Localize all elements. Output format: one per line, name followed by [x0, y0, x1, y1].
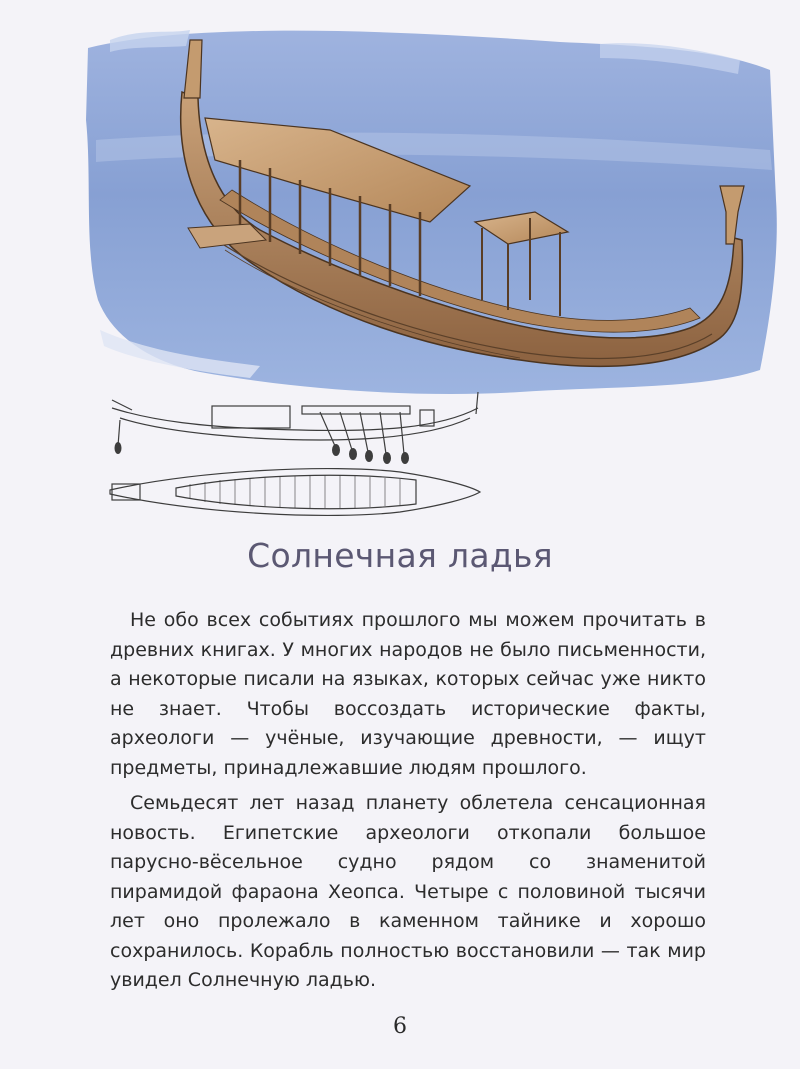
chapter-title: Солнечная ладья [247, 536, 553, 575]
barque-top-view-drawing [110, 469, 480, 516]
article-body [110, 606, 706, 1002]
barque-side-view-drawing [112, 392, 478, 464]
paragraph: Семьдесят лет назад планету облетела сенсационная новость. Египетские археологи откопали большое парусно-вёсельное судно рядом со знаменитой пирамидой фараона Хеопса. Четыре с половиной тысячи лет оно пролежало в каменном тайнике и хорошо сохранилось. Корабль полностью восстановили — так мир увидел Солнечную ладью. [110, 792, 706, 991]
paragraph: Не обо всех событиях прошлого мы можем прочитать в древних книгах. У многих народов не было письменности, а некоторые писали на языках, которых сейчас уже никто не знает. Чтобы воссоздать исторические факты, археологи — учёные, изучающие древности, — ищут предметы, принадлежавшие людям прошлого. [110, 609, 706, 779]
page-number: 6 [393, 1014, 407, 1039]
